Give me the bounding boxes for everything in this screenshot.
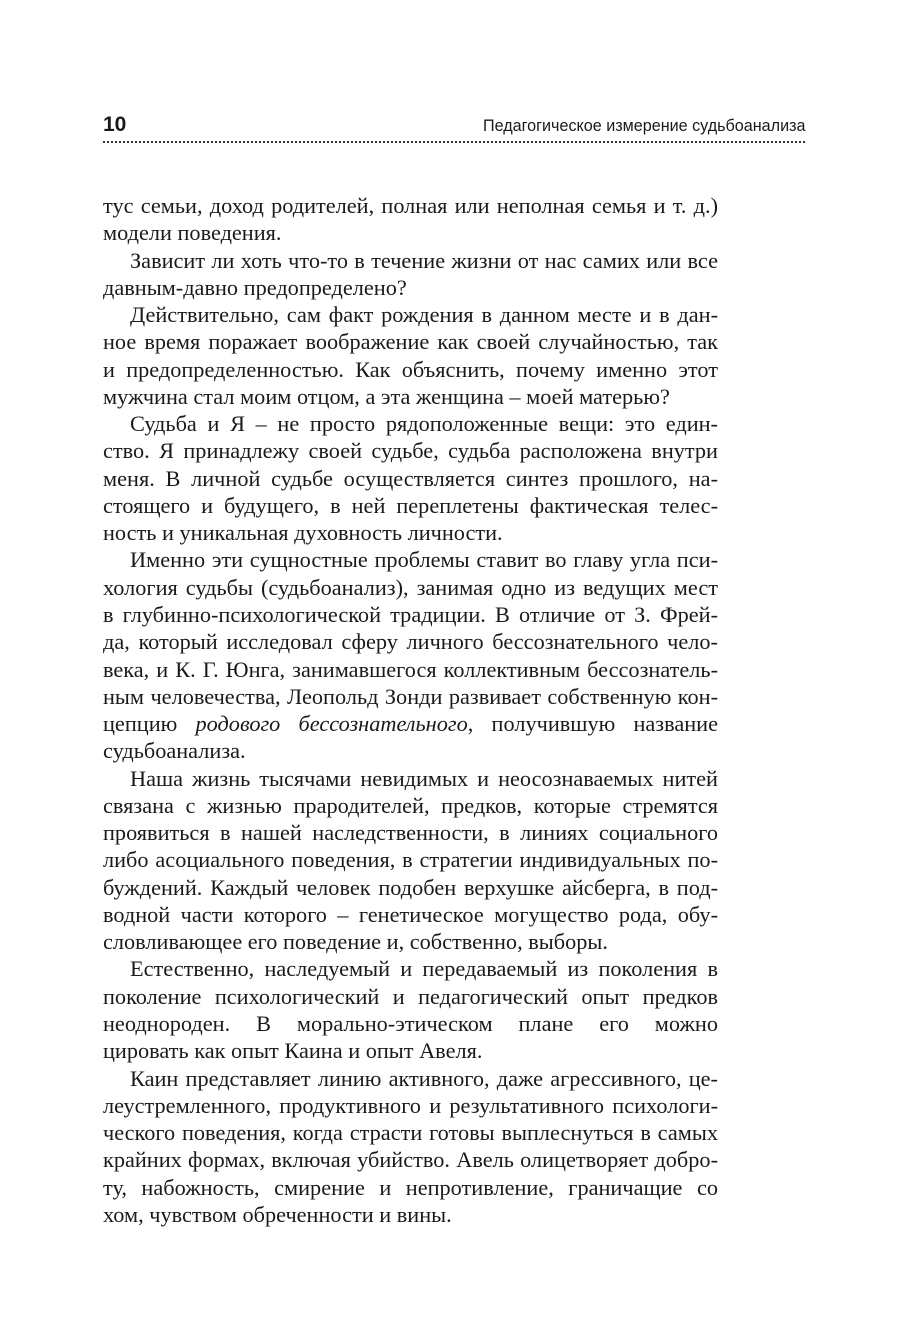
text-line: поколение психологический и педагогический опыт предков [103, 983, 718, 1009]
text-line: неоднороден. В морально-этическом плане его можно [103, 1010, 718, 1036]
text-line: модели поведения. [103, 220, 282, 246]
text-line: Судьба и Я – не просто рядоположенные вещи: это един- [130, 411, 718, 437]
paragraph [103, 955, 718, 1064]
text-line: буждений. Каждый человек подобен верхушке айсберга, в под- [103, 874, 718, 900]
paragraph [103, 765, 718, 956]
text-line: хом, чувством обреченности и вины. [103, 1201, 452, 1227]
paragraph [103, 301, 718, 410]
text-line [103, 710, 718, 737]
text-line: либо асоциального поведения, в стратегии индивидуальных по- [103, 847, 718, 873]
text-segment: цепцию [103, 711, 196, 737]
text-line: стоящего и будущего, в ней переплетены фактическая телес- [103, 492, 718, 518]
text-line: Наша жизнь тысячами невидимых и неосознаваемых нитей [130, 765, 718, 791]
text-line: Действительно, сам факт рождения в данном месте и в дан- [130, 302, 718, 328]
text-line: цировать как опыт Каина и опыт Авеля. [103, 1038, 483, 1064]
paragraph [103, 410, 718, 546]
text-line: леустремленного, продуктивного и результативного психологи- [103, 1092, 718, 1118]
text-line: хология судьбы (судьбоанализ), занимая одно из ведущих мест [103, 574, 718, 600]
text-line: крайних формах, включая убийство. Авель олицетворяет добро- [103, 1147, 718, 1173]
page-number: 10 [103, 113, 127, 136]
text-line: в глубинно-психологической традиции. В отличие от З. Фрей- [103, 601, 718, 627]
text-line: Зависит ли хоть что-то в течение жизни от нас самих или все [130, 247, 718, 273]
text-line: и предопределенностью. Как объяснить, почему именно этот [103, 356, 718, 382]
italic-term: родового бессознательного [195, 711, 468, 737]
text-line: да, который исследовал сферу личного бессознательного чело- [103, 629, 718, 655]
body-text [103, 192, 718, 1228]
text-line: ным человечества, Леопольд Зонди развивает собственную кон- [103, 683, 718, 709]
text-line: проявиться в нашей наследственности, в линиях социального [103, 820, 718, 846]
text-line: судьбоанализа. [103, 738, 246, 764]
text-line: водной части которого – генетическое могущество рода, обу- [103, 901, 718, 927]
running-title: Педагогическое измерение судьбоанализа [482, 116, 805, 135]
text-line: меня. В личной судьбе осуществляется синтез прошлого, на- [103, 465, 718, 491]
text-line: Каин представляет линию активного, даже агрессивного, це- [130, 1065, 718, 1091]
text-line: века, и К. Г. Юнга, занимавшегося коллективным бессознатель- [103, 656, 718, 682]
text-line: Именно эти сущностные проблемы ставит во главу угла пси- [130, 547, 718, 573]
header-dotted-rule [103, 141, 805, 143]
text-line: ность и уникальная духовность личности. [103, 520, 503, 546]
text-line: мужчина стал моим отцом, а эта женщина – моей матерью? [103, 383, 670, 409]
text-line: давным-давно предопределено? [103, 274, 407, 300]
paragraph [103, 1065, 718, 1229]
text-line: ческого поведения, когда страсти готовы выплеснуться в самых [103, 1120, 718, 1146]
paragraph [103, 546, 718, 764]
paragraph [103, 192, 718, 247]
text-line: ство. Я принадлежу своей судьбе, судьба расположена внутри [103, 438, 718, 464]
text-line: словливающее его поведение и, собственно, выборы. [103, 929, 608, 955]
text-line: ное время поражает воображение как своей случайностью, так [103, 329, 718, 355]
text-line: ту, набожность, смирение и непротивление, граничащие со [103, 1174, 718, 1200]
text-line: тус семьи, доход родителей, полная или неполная семья и т. д.) [103, 193, 718, 218]
text-line: связана с жизнью прародителей, предков, которые стремятся [103, 792, 718, 818]
text-line: Естественно, наследуемый и передаваемый из поколения в [130, 956, 718, 982]
text-segment: , получившую название [467, 711, 718, 737]
paragraph [103, 247, 718, 302]
